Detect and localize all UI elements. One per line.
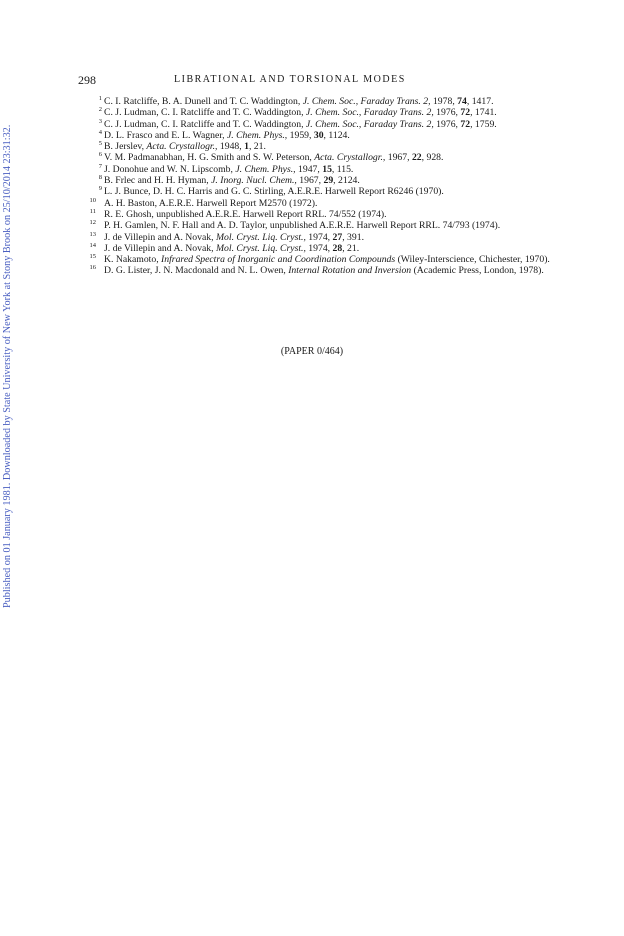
reference-pages: , 928. — [421, 152, 444, 164]
reference-year: 1974, — [305, 242, 333, 254]
reference-number: 10 — [89, 196, 96, 204]
reference-text: R. E. Ghosh, unpublished A.E.R.E. Harwell Report RRL. 74/552 (1974). — [104, 208, 387, 220]
reference-number: 11 — [89, 207, 96, 215]
reference-journal: J. Chem. Phys., — [226, 129, 288, 141]
reference-authors: C. I. Ratcliffe, B. A. Dunell and T. C. Waddington, — [104, 96, 303, 107]
reference-volume: 27 — [332, 231, 343, 243]
reference-number: 3 — [98, 117, 102, 125]
reference-volume: 30 — [313, 129, 324, 141]
reference-number: 12 — [89, 219, 96, 227]
reference-number: 1 — [98, 95, 102, 102]
reference-number: 13 — [89, 230, 96, 238]
paper-id: (PAPER 0/464) — [280, 346, 344, 357]
reference-publisher: (Academic Press, London, 1978). — [411, 265, 544, 277]
download-watermark — [2, 80, 16, 610]
download-watermark-text: Published on 01 January 1981. Downloaded by State University of New York at Stony Brook on 25/10/2014 23:31:32. — [2, 124, 13, 608]
reference-volume: 15 — [322, 163, 332, 175]
reference-item — [82, 152, 558, 163]
reference-journal: J. Inorg. Nucl. Chem., — [211, 175, 297, 187]
reference-publisher: (Wiley-Interscience, Chichester, 1970). — [395, 254, 550, 266]
reference-pages: , 1741. — [470, 107, 497, 119]
reference-item — [82, 186, 558, 197]
reference-item — [82, 254, 558, 265]
reference-year: 1976, — [433, 118, 461, 130]
reference-item — [82, 243, 558, 254]
reference-item — [82, 265, 558, 276]
reference-year: 1976, — [433, 107, 461, 119]
reference-text: A. H. Baston, A.E.R.E. Harwell Report M2570 (1972). — [104, 197, 318, 209]
reference-pages: , 1124. — [323, 129, 350, 141]
reference-book-title: Internal Rotation and Inversion — [288, 265, 412, 277]
reference-item — [82, 232, 558, 243]
reference-journal: Acta. Crystallogr., — [146, 141, 218, 153]
reference-year: 1947, — [295, 163, 323, 175]
reference-authors: D. G. Lister, J. N. Macdonald and N. L. Owen, — [104, 265, 289, 277]
reference-number: 6 — [98, 151, 102, 159]
reference-authors: B. Frlec and H. H. Hyman, — [104, 175, 212, 187]
reference-number: 5 — [98, 140, 102, 148]
reference-authors: J. Donohue and W. N. Lipscomb, — [104, 163, 236, 175]
reference-number: 8 — [98, 174, 102, 182]
reference-authors: V. M. Padmanabhan, H. G. Smith and S. W. Peterson, — [104, 152, 315, 164]
reference-journal: J. Chem. Soc., Faraday Trans. 2, — [302, 96, 431, 107]
reference-volume: 28 — [332, 242, 343, 254]
reference-volume: 74 — [457, 96, 467, 107]
reference-volume: 72 — [460, 118, 471, 130]
reference-number: 16 — [89, 264, 96, 272]
reference-authors: D. L. Frasco and E. L. Wagner, — [104, 129, 227, 141]
reference-authors: J. de Villepin and A. Novak, — [104, 231, 216, 243]
reference-pages: , 21. — [248, 141, 266, 153]
reference-pages: , 2124. — [333, 175, 360, 187]
reference-number: 7 — [98, 162, 102, 170]
reference-authors: B. Jerslev, — [104, 141, 147, 153]
reference-item — [82, 175, 558, 186]
reference-item — [82, 209, 558, 220]
reference-authors: C. J. Ludman, C. I. Ratcliffe and T. C. Waddington, — [104, 118, 306, 130]
reference-journal: J. Chem. Soc., Faraday Trans. 2, — [305, 107, 434, 119]
reference-year: 1978, — [430, 96, 458, 107]
reference-pages: , 391. — [342, 231, 364, 243]
reference-volume: 29 — [323, 175, 334, 187]
reference-year: 1948, — [217, 141, 245, 153]
reference-journal: Mol. Cryst. Liq. Cryst., — [215, 231, 306, 243]
reference-text: L. J. Bunce, D. H. C. Harris and G. C. Stirling, A.E.R.E. Harwell Report R6246 (1970). — [104, 186, 444, 198]
reference-item — [82, 119, 558, 130]
reference-item — [82, 164, 558, 175]
reference-number: 15 — [89, 253, 96, 261]
reference-text: P. H. Gamlen, N. F. Hall and A. D. Taylor, unpublished A.E.R.E. Harwell Report RRL. 74/793 (1974). — [104, 220, 501, 232]
reference-volume: 72 — [460, 107, 471, 119]
reference-authors: C. J. Ludman, C. I. Ratcliffe and T. C. Waddington, — [104, 107, 306, 119]
reference-journal: Mol. Cryst. Liq. Cryst., — [215, 242, 306, 254]
reference-journal: Acta. Crystallogr., — [314, 152, 386, 164]
reference-pages: , 1417. — [466, 96, 494, 107]
reference-year: 1967, — [296, 175, 324, 187]
reference-number: 14 — [89, 241, 96, 249]
page-number: 298 — [78, 73, 96, 87]
reference-year: 1967, — [385, 152, 412, 164]
reference-item — [82, 107, 558, 118]
reference-list — [82, 96, 558, 277]
reference-journal: J. Chem. Soc., Faraday Trans. 2, — [305, 118, 434, 130]
reference-number: 4 — [98, 128, 102, 136]
reference-pages: , 21. — [342, 242, 360, 254]
reference-item — [82, 198, 558, 209]
reference-pages: , 115. — [331, 163, 354, 175]
reference-item — [82, 130, 558, 141]
reference-journal: J. Chem. Phys., — [235, 163, 296, 175]
reference-pages: , 1759. — [470, 118, 497, 130]
reference-year: 1974, — [305, 231, 333, 243]
reference-volume: 22 — [411, 152, 422, 164]
reference-volume: 1 — [244, 141, 249, 153]
reference-year: 1959, — [287, 129, 314, 141]
reference-number: 2 — [98, 106, 102, 114]
reference-item — [82, 141, 558, 152]
reference-number: 9 — [98, 185, 102, 193]
reference-item — [82, 220, 558, 231]
running-title: LIBRATIONAL AND TORSIONAL MODES — [174, 74, 406, 85]
reference-authors: K. Nakamoto, — [104, 254, 162, 266]
reference-item — [82, 96, 558, 107]
reference-authors: J. de Villepin and A. Novak, — [104, 242, 216, 254]
reference-book-title: Infrared Spectra of Inorganic and Coordination Compounds — [161, 254, 396, 266]
